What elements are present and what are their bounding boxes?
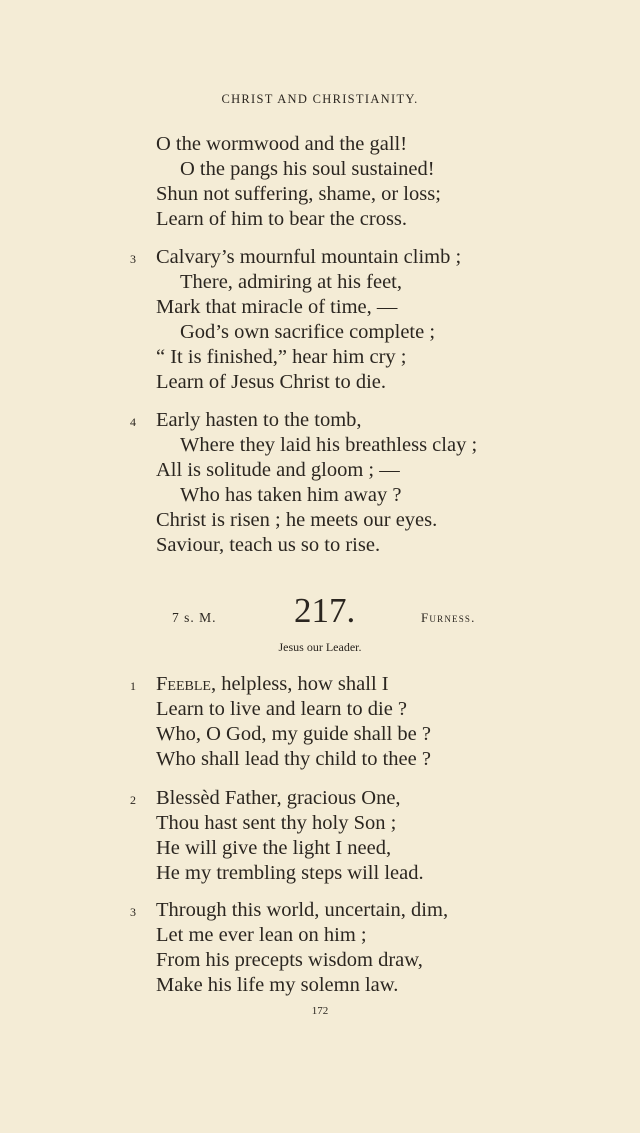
verse-line: Make his life my solemn law. [156,974,399,996]
verse-line: Who, O God, my guide shall be ? [156,723,431,745]
verse-line [156,672,389,696]
running-head: CHRIST AND CHRISTIANITY. [221,92,419,106]
verse-line: Who shall lead thy child to thee ? [156,748,431,770]
verse-line: He will give the light I need, [156,837,392,859]
verse-line: “ It is finished,” hear him cry ; [156,346,407,368]
verse-line: He my trembling steps will lead. [156,862,424,884]
verse-line: O the wormwood and the gall! [156,133,408,155]
first-word: Feeble [156,673,211,695]
verse-line: Thou hast sent thy holy Son ; [156,812,397,834]
verse-line: Blessèd Father, gracious One, [156,787,401,809]
verse-line: Learn to live and learn to die ? [156,698,408,720]
verse-line: Where they laid his breathless clay ; [180,434,478,456]
verse-line: From his precepts wisdom draw, [156,949,423,971]
first-line-rest: , helpless, how shall I [210,673,389,695]
verse-line: Christ is risen ; he meets our eyes. [156,509,438,531]
verse-line: There, admiring at his feet, [180,271,402,293]
verse-line: God’s own sacrifice complete ; [180,321,436,343]
hymn-number: 217. [294,591,356,630]
stanza-number: 3 [130,252,136,266]
verse-line: Through this world, uncertain, dim, [156,899,449,921]
verse-line: Shun not suffering, shame, or loss; [156,183,441,205]
verse-line: Mark that miracle of time, — [156,296,398,318]
verse-line: Let me ever lean on him ; [156,924,367,946]
hymn-subtitle: Jesus our Leader. [278,640,362,654]
verse-line: O the pangs his soul sustained! [180,158,435,180]
verse-line: Early hasten to the tomb, [156,409,362,431]
verse-line: Calvary’s mournful mountain climb ; [156,246,462,268]
verse-line: All is solitude and gloom ; — [156,459,400,481]
verse-line: Who has taken him away ? [180,484,402,506]
verse-line: Learn of him to bear the cross. [156,208,408,230]
stanza-number: 1 [130,679,136,693]
verse-line: Learn of Jesus Christ to die. [156,371,387,393]
page-number: 172 [311,1005,329,1017]
stanza-number: 2 [130,793,136,807]
hymn-heading [0,592,640,632]
verse-line: Saviour, teach us so to rise. [156,534,381,556]
stanza-number: 3 [130,905,136,919]
stanza-number: 4 [130,415,136,429]
hymn-tune: Furness. [421,610,476,625]
hymn-meter: 7 s. M. [172,610,217,625]
